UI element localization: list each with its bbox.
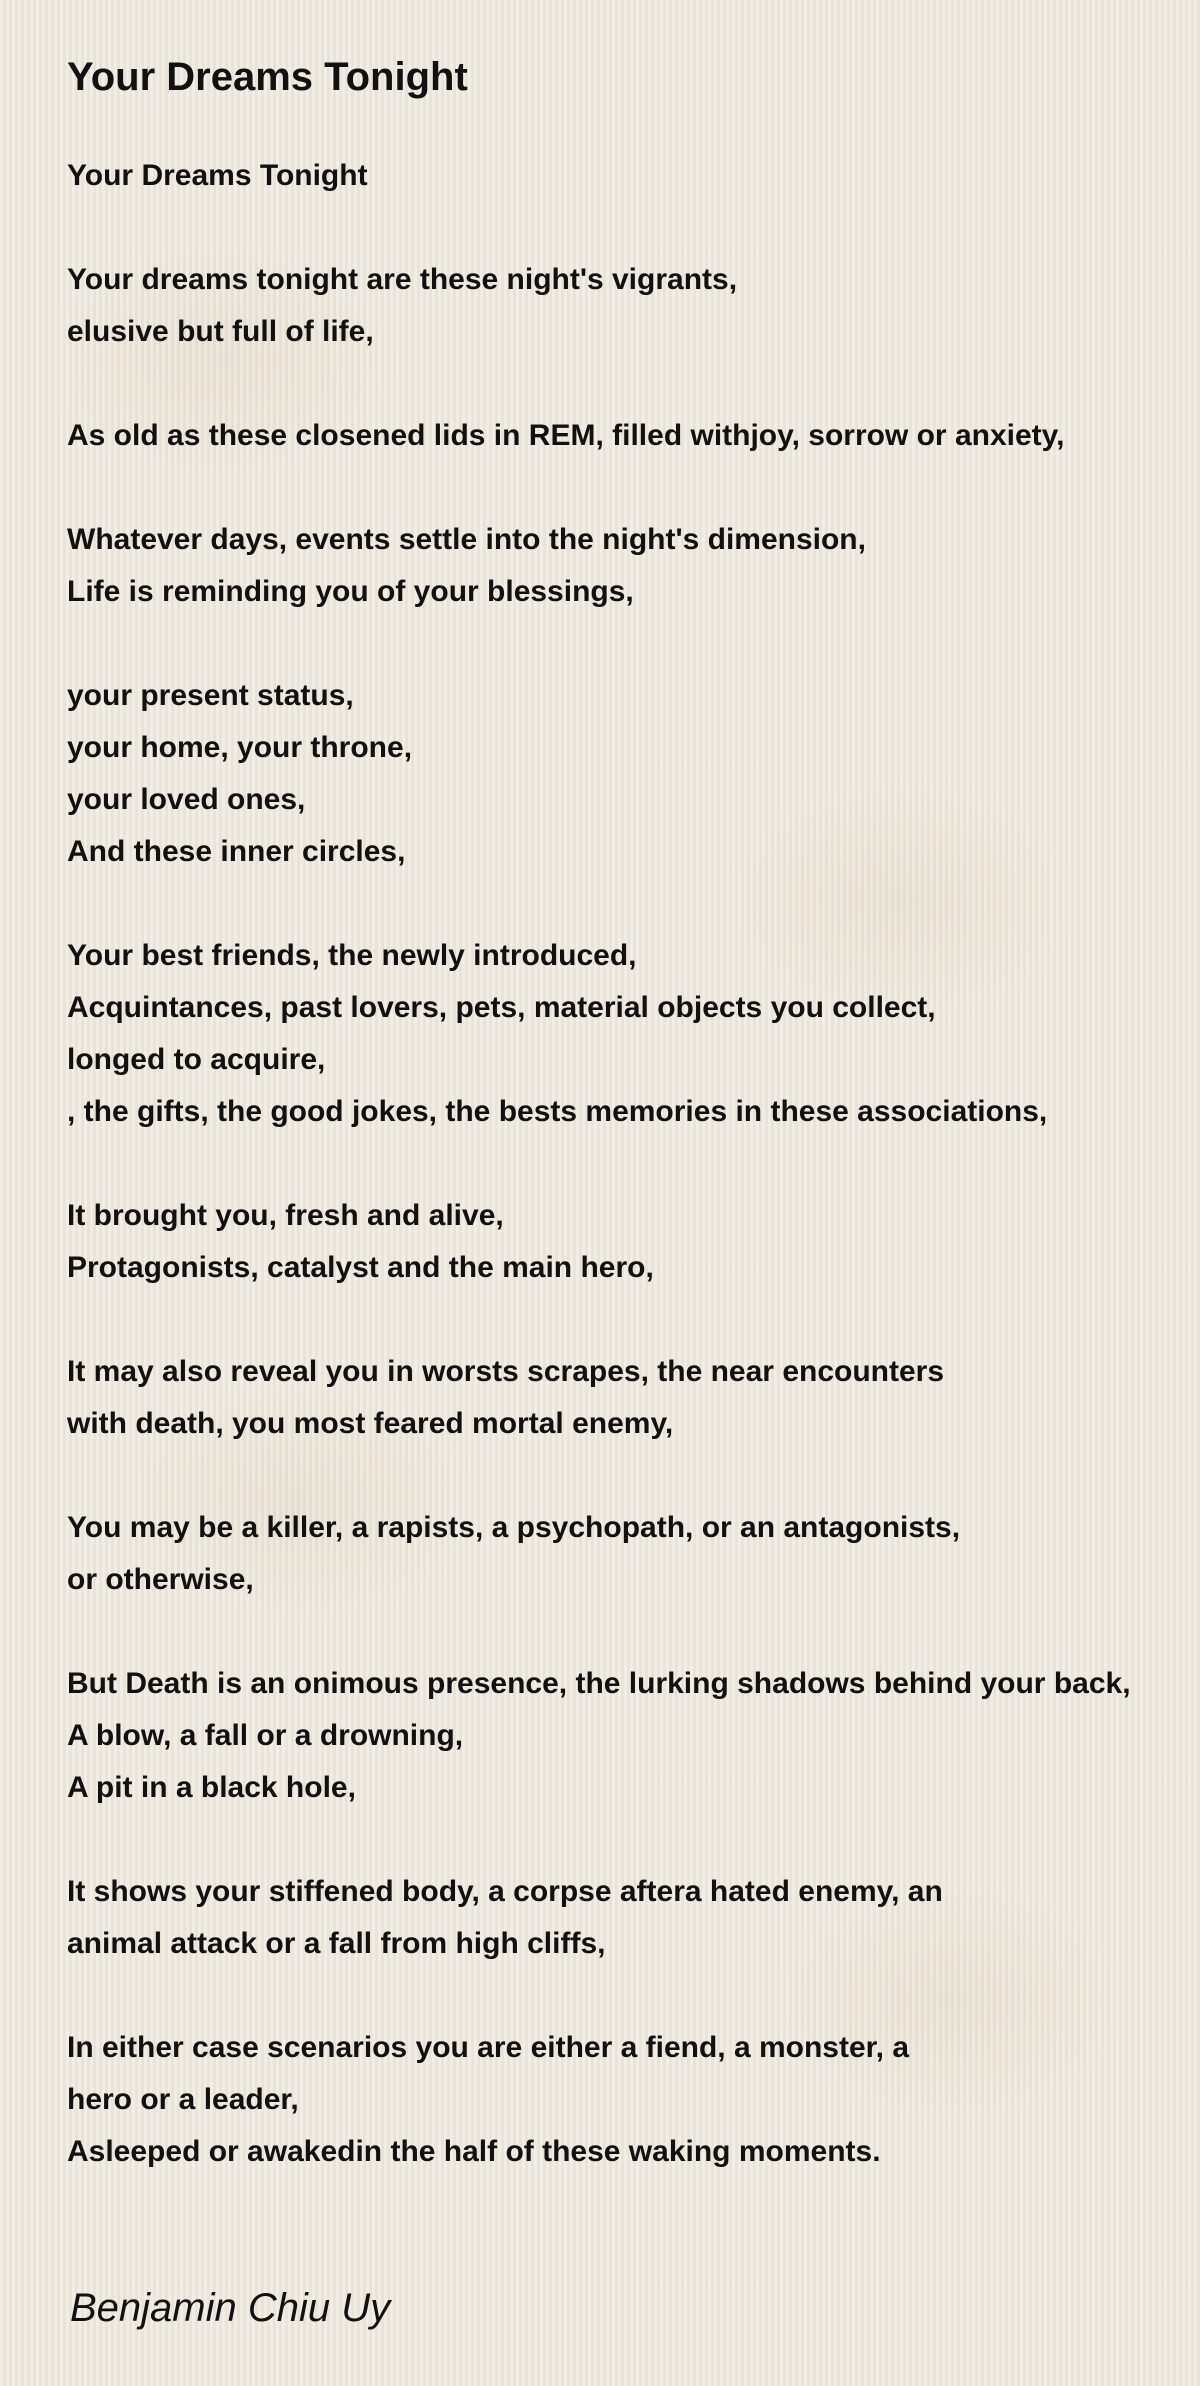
stanza-break xyxy=(67,1294,1200,1346)
poem-line: Acquintances, past lovers, pets, material objects you collect, xyxy=(67,991,936,1024)
poem-line: Your dreams tonight are these night's vigrants, xyxy=(67,263,738,296)
stanza-break xyxy=(67,462,1200,514)
poem-line: A pit in a black hole, xyxy=(67,1771,356,1804)
stanza-break xyxy=(67,1606,1200,1658)
poem-line: It brought you, fresh and alive, xyxy=(67,1199,504,1232)
poem-line: longed to acquire, xyxy=(67,1043,326,1076)
poem-line: A blow, a fall or a drowning, xyxy=(67,1719,464,1752)
stanza-break xyxy=(67,1450,1200,1502)
poem-body xyxy=(67,150,1200,2178)
stanza-break xyxy=(67,878,1200,930)
author-name: Benjamin Chiu Uy xyxy=(70,2286,391,2330)
stanza-break xyxy=(67,202,1200,254)
poem-line: Protagonists, catalyst and the main hero, xyxy=(67,1251,654,1284)
poem-line: Life is reminding you of your blessings, xyxy=(67,575,634,608)
stanza-break xyxy=(67,1814,1200,1866)
stanza-break xyxy=(67,358,1200,410)
stanza-break xyxy=(67,1970,1200,2022)
poem-line: It may also reveal you in worsts scrapes, the near encounters xyxy=(67,1355,945,1388)
poem-line: , the gifts, the good jokes, the bests memories in these associations, xyxy=(67,1095,1048,1128)
poem-line: And these inner circles, xyxy=(67,835,406,868)
poem-line: You may be a killer, a rapists, a psychopath, or an antagonists, xyxy=(67,1511,961,1544)
poem-line: your present status, xyxy=(67,679,354,712)
poem-line: But Death is an onimous presence, the lurking shadows behind your back, xyxy=(67,1667,1131,1700)
poem-line: animal attack or a fall from high cliffs, xyxy=(67,1927,606,1960)
poem-line: Asleeped or awakedin the half of these waking moments. xyxy=(67,2135,881,2168)
poem-line: your home, your throne, xyxy=(67,731,413,764)
poem-line: your loved ones, xyxy=(67,783,306,816)
poem-line: with death, you most feared mortal enemy, xyxy=(67,1407,674,1440)
poem-line: elusive but full of life, xyxy=(67,315,374,348)
poem-line: Whatever days, events settle into the night's dimension, xyxy=(67,523,866,556)
poem-line: or otherwise, xyxy=(67,1563,254,1596)
poem-line: As old as these closened lids in REM, filled withjoy, sorrow or anxiety, xyxy=(67,419,1065,452)
poem-line: Your best friends, the newly introduced, xyxy=(67,939,637,972)
poem-line: Your Dreams Tonight xyxy=(67,159,368,192)
poem-container xyxy=(67,48,1200,2178)
poem-line: hero or a leader, xyxy=(67,2083,299,2116)
poem-line: In either case scenarios you are either a fiend, a monster, a xyxy=(67,2031,910,2064)
stanza-break xyxy=(67,1138,1200,1190)
poem-line: It shows your stiffened body, a corpse aftera hated enemy, an xyxy=(67,1875,943,1908)
stanza-break xyxy=(67,618,1200,670)
page-title: Your Dreams Tonight xyxy=(67,55,468,99)
